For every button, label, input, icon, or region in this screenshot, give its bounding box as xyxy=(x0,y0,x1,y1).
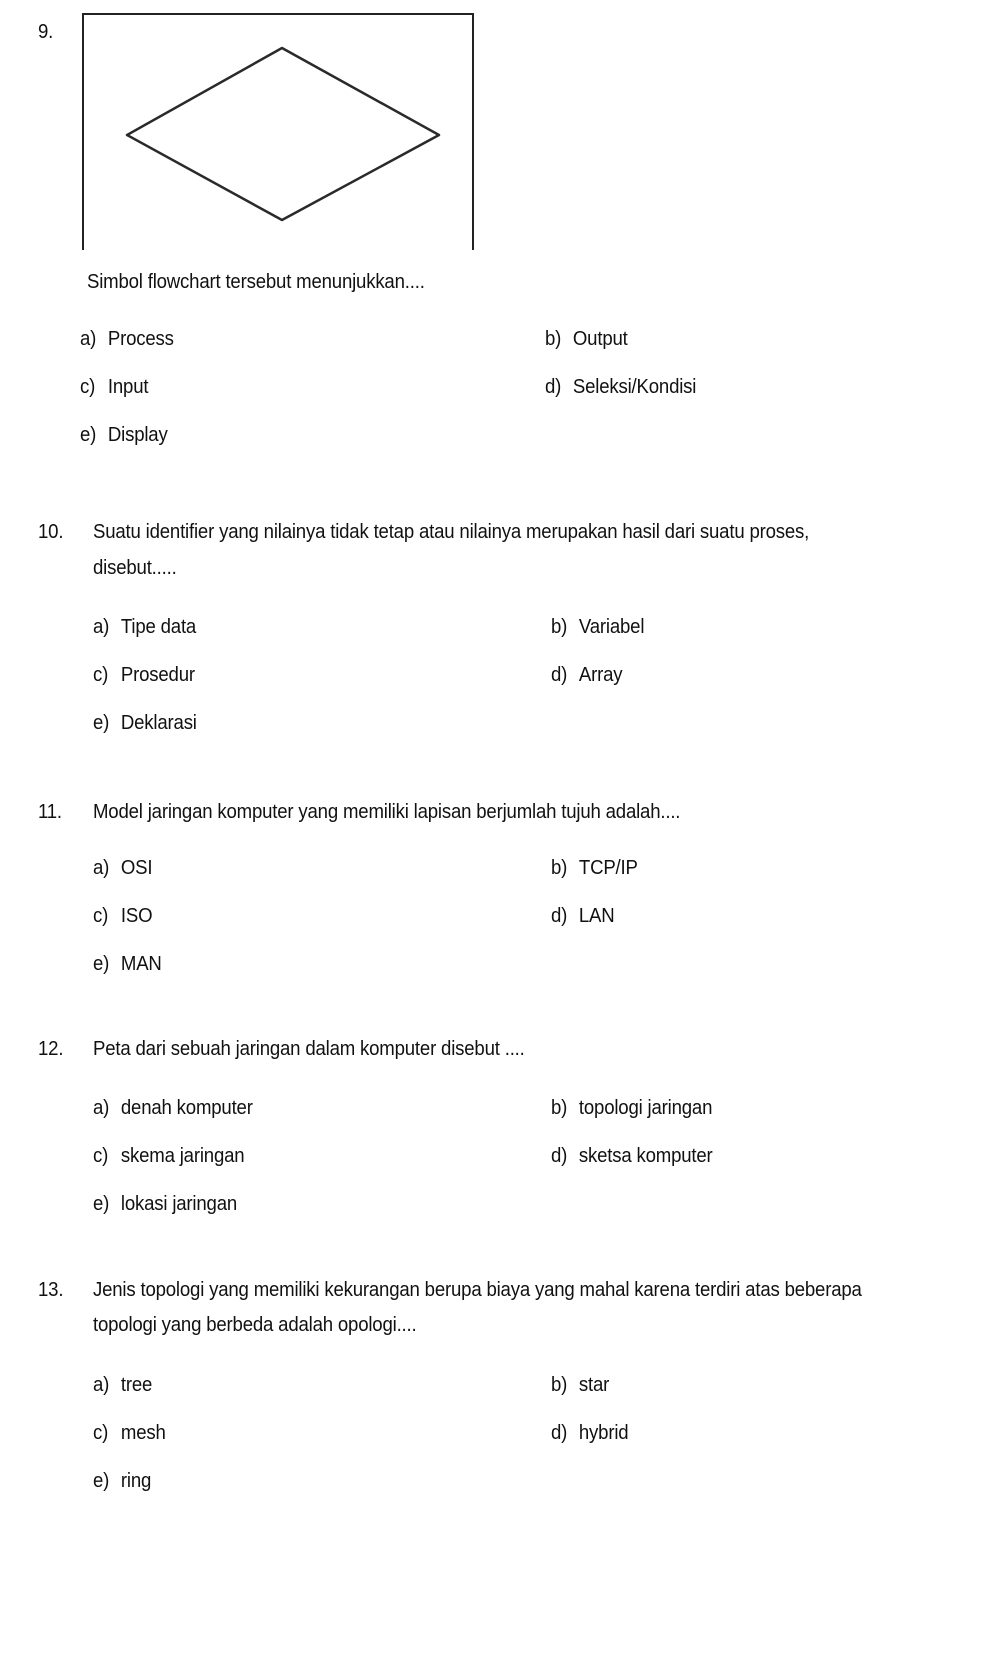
option-d[interactable] xyxy=(551,904,615,928)
option-text: tree xyxy=(120,1374,153,1396)
option-text: Tipe data xyxy=(120,616,197,638)
option-text: Output xyxy=(572,328,628,350)
option-letter: c) xyxy=(93,905,109,927)
question-prompt: Simbol flowchart tersebut menunjukkan.... xyxy=(87,271,425,293)
option-letter: d) xyxy=(551,1145,568,1167)
option-text: OSI xyxy=(120,857,153,879)
option-letter: c) xyxy=(93,664,109,686)
question-number: 11. xyxy=(38,801,62,823)
option-d[interactable] xyxy=(551,1144,713,1168)
option-text: lokasi jaringan xyxy=(120,1193,238,1215)
option-e[interactable] xyxy=(93,1192,237,1216)
option-text: hybrid xyxy=(578,1422,629,1444)
option-letter: c) xyxy=(93,1422,109,1444)
option-letter: d) xyxy=(551,1422,568,1444)
option-c[interactable] xyxy=(93,1144,244,1168)
option-text: mesh xyxy=(120,1422,166,1444)
question-number: 9. xyxy=(38,21,54,43)
option-b[interactable] xyxy=(551,615,644,639)
option-text: TCP/IP xyxy=(578,857,638,879)
diamond-icon xyxy=(84,15,476,252)
option-letter: b) xyxy=(551,857,568,879)
question-number: 10. xyxy=(38,521,64,543)
option-letter: b) xyxy=(551,1097,568,1119)
option-text: sketsa komputer xyxy=(578,1145,713,1167)
option-letter: e) xyxy=(93,1470,110,1492)
option-e[interactable] xyxy=(80,423,168,447)
option-text: denah komputer xyxy=(120,1097,253,1119)
option-text: Display xyxy=(107,424,168,446)
option-a[interactable] xyxy=(93,856,152,880)
option-text: star xyxy=(578,1374,610,1396)
option-letter: a) xyxy=(93,857,110,879)
option-text: topologi jaringan xyxy=(578,1097,713,1119)
option-text: Process xyxy=(107,328,174,350)
option-c[interactable] xyxy=(93,663,195,687)
option-e[interactable] xyxy=(93,952,162,976)
option-text: Array xyxy=(578,664,623,686)
option-text: Seleksi/Kondisi xyxy=(572,376,697,398)
option-letter: e) xyxy=(93,712,110,734)
question-prompt-line-1: Jenis topologi yang memiliki kekurangan berupa biaya yang mahal karena terdiri atas beberapa xyxy=(93,1279,862,1301)
option-e[interactable] xyxy=(93,711,197,735)
question-number: 12. xyxy=(38,1038,64,1060)
option-letter: c) xyxy=(80,376,96,398)
option-b[interactable] xyxy=(551,1096,712,1120)
option-text: Input xyxy=(107,376,149,398)
option-letter: d) xyxy=(551,905,568,927)
option-text: skema jaringan xyxy=(120,1145,245,1167)
flowchart-figure xyxy=(82,13,474,250)
option-text: Variabel xyxy=(578,616,645,638)
option-letter: c) xyxy=(93,1145,109,1167)
option-text: LAN xyxy=(578,905,615,927)
question-prompt-line-1: Model jaringan komputer yang memiliki lapisan berjumlah tujuh adalah.... xyxy=(93,801,681,823)
option-letter: d) xyxy=(545,376,562,398)
option-letter: e) xyxy=(80,424,97,446)
option-text: MAN xyxy=(120,953,162,975)
question-prompt-line-1: Suatu identifier yang nilainya tidak tetap atau nilainya merupakan hasil dari suatu proses, xyxy=(93,521,810,543)
option-b[interactable] xyxy=(551,1373,609,1397)
option-c[interactable] xyxy=(80,375,148,399)
question-prompt-line-1: Peta dari sebuah jaringan dalam komputer disebut .... xyxy=(93,1038,525,1060)
question-number: 13. xyxy=(38,1279,64,1301)
option-b[interactable] xyxy=(551,856,638,880)
option-a[interactable] xyxy=(80,327,174,351)
option-letter: a) xyxy=(93,616,110,638)
option-letter: e) xyxy=(93,1193,110,1215)
option-text: Deklarasi xyxy=(120,712,197,734)
option-b[interactable] xyxy=(545,327,628,351)
option-letter: a) xyxy=(93,1374,110,1396)
option-letter: b) xyxy=(551,616,568,638)
option-letter: b) xyxy=(545,328,562,350)
question-prompt-line-2: topologi yang berbeda adalah opologi.... xyxy=(93,1314,417,1336)
option-d[interactable] xyxy=(545,375,696,399)
option-letter: d) xyxy=(551,664,568,686)
option-e[interactable] xyxy=(93,1469,151,1493)
question-prompt-line-2: disebut..... xyxy=(93,557,177,579)
option-c[interactable] xyxy=(93,1421,166,1445)
option-a[interactable] xyxy=(93,1096,253,1120)
option-letter: e) xyxy=(93,953,110,975)
option-text: ring xyxy=(120,1470,152,1492)
option-a[interactable] xyxy=(93,615,196,639)
option-d[interactable] xyxy=(551,1421,628,1445)
option-letter: a) xyxy=(80,328,97,350)
option-letter: b) xyxy=(551,1374,568,1396)
option-d[interactable] xyxy=(551,663,622,687)
option-letter: a) xyxy=(93,1097,110,1119)
option-text: ISO xyxy=(120,905,153,927)
option-a[interactable] xyxy=(93,1373,152,1397)
option-c[interactable] xyxy=(93,904,152,928)
option-text: Prosedur xyxy=(120,664,195,686)
